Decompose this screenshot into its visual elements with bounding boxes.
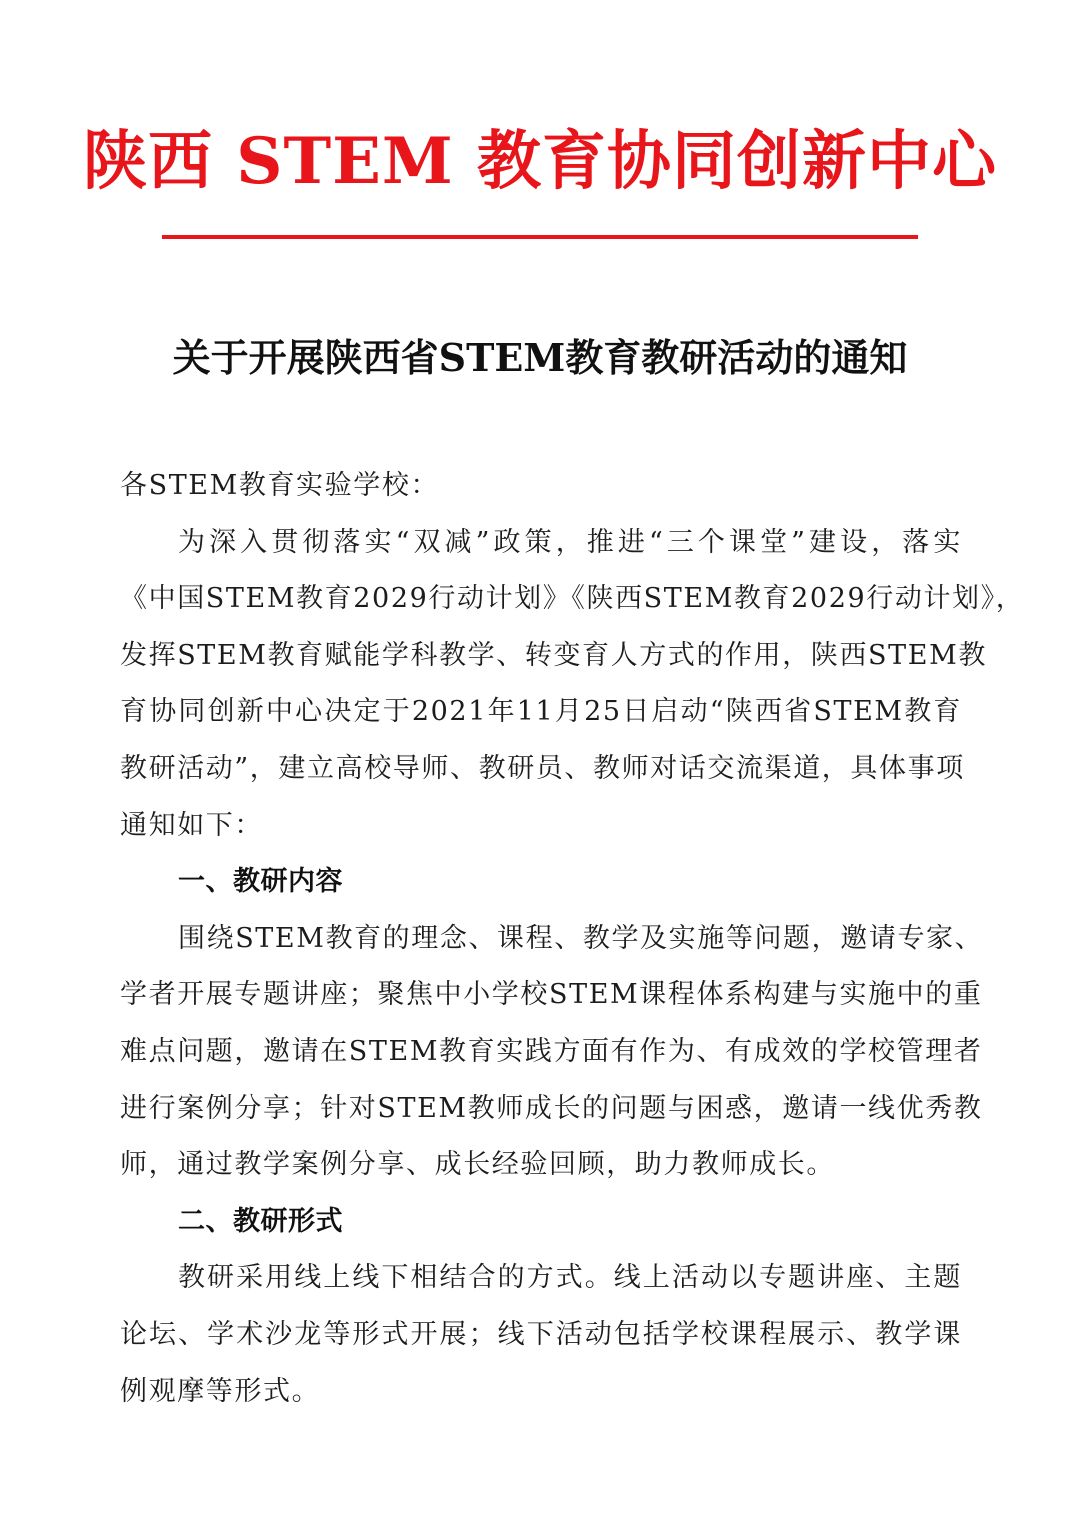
paragraph-line: 论坛、学术沙龙等形式开展；线下活动包括学校课程展示、教学课: [120, 1318, 962, 1350]
document-title: 关于开展陕西省STEM教育教研活动的通知: [172, 335, 908, 380]
letterhead-red-rule: [162, 235, 918, 239]
document-body: [120, 458, 1025, 1420]
paragraph-line: 教研活动”，建立高校导师、教研员、教师对话交流渠道，具体事项: [120, 752, 965, 784]
paragraph-line: 发挥STEM教育赋能学科教学、转变育人方式的作用，陕西STEM教: [120, 639, 987, 671]
paragraph-line: 难点问题，邀请在STEM教育实践方面有作为、有成效的学校管理者: [120, 1035, 983, 1067]
paragraph-line: 围绕STEM教育的理念、课程、教学及实施等问题，邀请专家、: [178, 922, 984, 954]
organization-letterhead: 陕西 STEM 教育协同创新中心: [82, 124, 998, 199]
paragraph-line: 进行案例分享；针对STEM教师成长的问题与困惑，邀请一线优秀教: [120, 1092, 983, 1124]
paragraph-line: 教研采用线上线下相结合的方式。线上活动以专题讲座、主题: [178, 1262, 962, 1294]
section-heading: 一、教研内容: [178, 866, 343, 898]
paragraph-line: 师，通过教学案例分享、成长经验回顾，助力教师成长。: [120, 1149, 835, 1181]
paragraph-line: 育协同创新中心决定于2021年11月25日启动“陕西省STEM教育: [120, 696, 962, 728]
paragraph-line: 通知如下：: [120, 809, 263, 841]
section-heading: 二、教研形式: [178, 1205, 343, 1237]
paragraph-line: 学者开展专题讲座；聚焦中小学校STEM课程体系构建与实施中的重: [120, 979, 983, 1011]
salutation: 各STEM教育实验学校：: [120, 470, 440, 501]
paragraph-line: 例观摩等形式。: [120, 1375, 321, 1407]
paragraph-line: 为深入贯彻落实“双减”政策，推进“三个课堂”建设，落实: [178, 526, 962, 558]
paragraph-line: 《中国STEM教育2029行动计划》《陕西STEM教育2029行动计划》，: [120, 583, 1025, 615]
